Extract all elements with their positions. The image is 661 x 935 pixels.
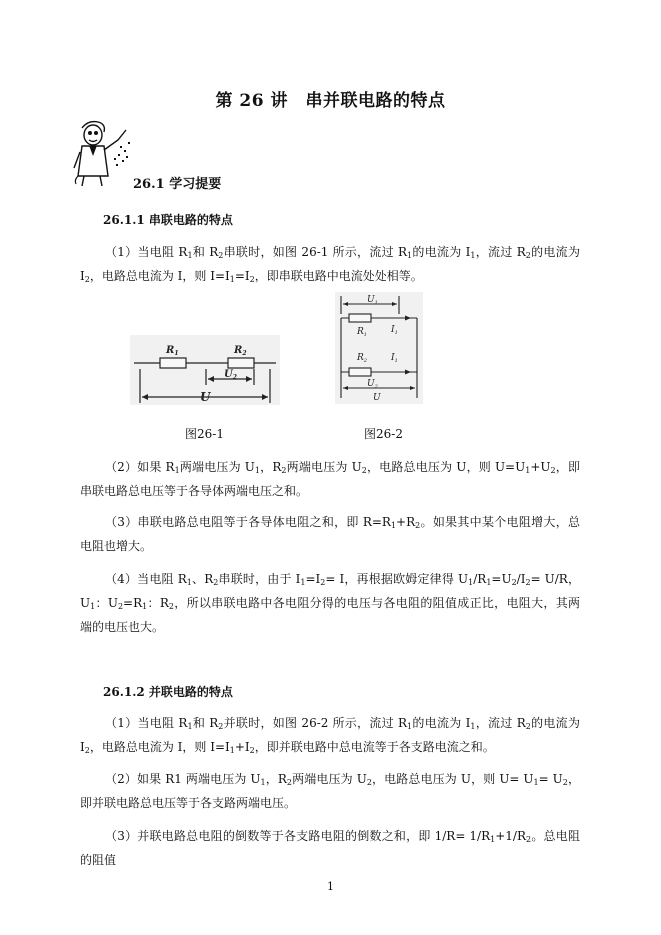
teacher-illustration [70, 118, 136, 188]
figure-26-1-series-circuit [130, 335, 280, 405]
page-number: 1 [327, 880, 334, 893]
series-paragraph-2: （2）如果 $R_1$两端电压为 $U_1$，$R_2$两端电压为 $U_2$，电路总电压为 U，则 $U=U_1+U_2$，即串联电路总电压等于各导体两端电压之和。 [80, 460, 580, 498]
fig2-i1-label: $I_1$ [391, 325, 398, 336]
page-title: 第 26 讲 串并联电路的特点 [215, 91, 446, 111]
series-paragraph-3: （3）串联电路总电阻等于各导体电阻之和，即 $R=R_1+R_2$。如果其中某个电阻增大，总电阻也增大。 [80, 515, 580, 553]
parallel-paragraph-3: （3）并联电路总电阻的倒数等于各支路电阻的倒数之和，即 $1/R= 1/R_1+1/R_2$。总电阻的阻值 [80, 829, 580, 867]
fig1-u2-label: $U_2$ [224, 369, 237, 381]
fig2-u2-label: $U_2$ [367, 379, 378, 390]
fig2-u-label: U [373, 393, 381, 403]
fig2-i2-label: $I_1$ [391, 353, 398, 364]
subsection-parallel-heading: 26.1.2 并联电路的特点 [103, 685, 233, 699]
figure-26-1-caption: 图26-1 [185, 427, 224, 441]
series-paragraph-4: （4）当电阻 $R_1$、$R_2$串联时，由于 $I_1=I_2= I$，再根据欧姆定律得 $U_1/R_1=U_2/I_2= U/R$，$U_1$：$U_2=R_1$：$R_2$，所以串联电路中各电阻分得的电压与各电阻的阻值成正比，电阻大，其两端的电压也大。 [80, 572, 580, 634]
figure-26-2-caption: 图26-2 [364, 427, 403, 441]
series-paragraph-1: （1）当电阻 $R_1$和 $R_2$串联时，如图 26-1 所示，流过 $R_1$的电流为 $I_1$，流过 $R_2$的电流为 $I_2$，电路总电流为 I，则 $I=I_1=I_2$，即串联电路中电流处处相等。 [80, 245, 580, 284]
parallel-paragraph-2: （2）如果 R1 两端电压为 $U_1$，$R_2$两端电压为 $U_2$，电路总电压为 U，则 $U= U_1= U_2$，即并联电路总电压等于各支路两端电压。 [80, 772, 580, 810]
fig1-r2-label: $R_2$ [234, 345, 247, 357]
fig2-u1-label: $U_1$ [367, 295, 378, 306]
section-heading: 26.1 学习提要 [133, 177, 222, 192]
subsection-series-heading: 26.1.1 串联电路的特点 [103, 213, 233, 227]
fig2-r2-label: $R_2$ [357, 353, 367, 364]
parallel-paragraph-1: （1）当电阻 $R_1$和 $R_2$并联时，如图 26-2 所示，流过 $R_1$的电流为 $I_1$，流过 $R_2$的电流为 $I_2$，电路总电流为 I，则 $I=I_1+I_2$，即并联电路中总电流等于各支路电流之和。 [80, 716, 580, 755]
fig1-r1-label: $R_1$ [166, 345, 179, 357]
fig2-r1-label: $R_1$ [357, 327, 367, 338]
figure-26-2-parallel-circuit [335, 292, 423, 404]
fig1-u-label: U [200, 390, 211, 404]
